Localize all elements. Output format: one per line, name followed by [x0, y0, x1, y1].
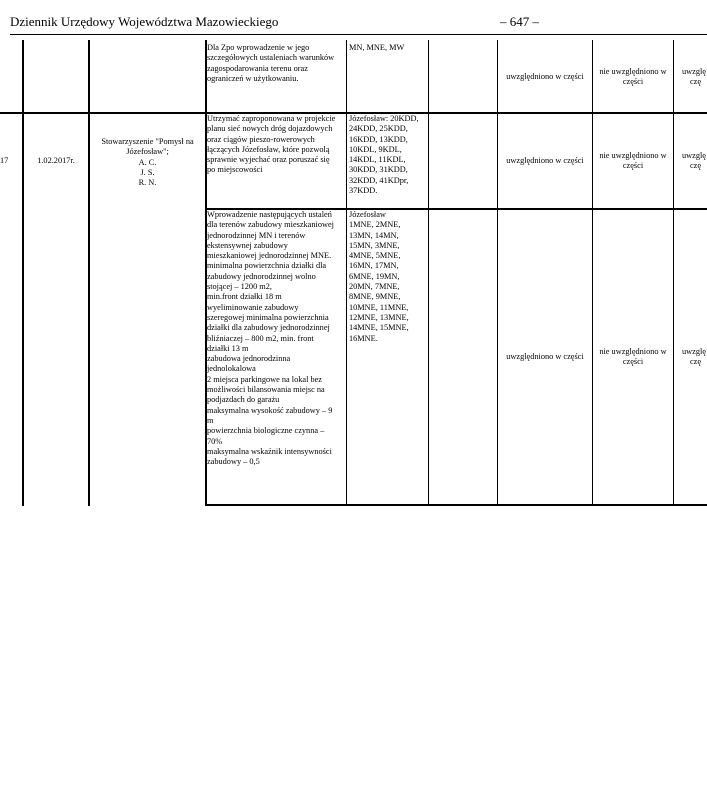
- col-line: [673, 40, 674, 506]
- row2-areas: Józefosław: 20KDD, 24KDD, 25KDD, 16KDD, 13KDD, 10KDL, 9KDL, 14KDL, 11KDL, 30KDD, 31KDD, 32KDD, 41KDpr, 37KDD.: [349, 114, 419, 196]
- col-line: [497, 40, 498, 506]
- row1-areas: MN, MNE, MW: [349, 43, 405, 52]
- row1-decision-c: uwzglę czę: [682, 67, 706, 87]
- row-line: [205, 504, 707, 506]
- col-line: [22, 40, 24, 506]
- header-rule: [10, 34, 707, 35]
- col-line: [88, 40, 90, 506]
- row2-decision-b: nie uwzględniono w części: [599, 151, 667, 171]
- row3-decision-c: uwzglę czę: [682, 347, 706, 367]
- row2-decision-a: uwzględniono w części: [506, 156, 584, 165]
- row3-decision-b: nie uwzględniono w części: [599, 347, 667, 367]
- col-line: [592, 40, 593, 506]
- row2-date: 1.02.2017r.: [37, 156, 75, 165]
- col-line: [346, 40, 347, 506]
- row1-decision-b: nie uwzględniono w części: [599, 67, 667, 87]
- row2-lp: 17: [0, 156, 9, 165]
- row1-decision-a: uwzględniono w części: [506, 72, 584, 81]
- row1-description: Dla Zpo wprowadzenie w jego szczegółowych ustaleniach warunków zagospodarowania terenu oraz ograniczeń w użytkowaniu.: [207, 43, 335, 83]
- col-line: [428, 40, 429, 506]
- page-number: – 647 –: [500, 14, 539, 29]
- row2-submitter: Stowarzyszenie "Pomysł na Józefosław"; A. C. J. S. R. N.: [101, 137, 194, 188]
- row2-decision-c: uwzglę czę: [682, 151, 706, 171]
- row3-description: Wprowadzenie następujących ustaleń dla terenów zabudowy mieszkaniowej jednorodzinnej MN i terenów ekstensywnej zabudowy mieszkaniowej jednorodzinnej MNE. minimalna powierzchnia działki dla zabudowy jednorodzinnej wolno stojącej – 1200 m2, min.front działki 18 m wyeliminowanie zabudowy szeregowej minimalna powierzchnia działki dla zabudowy jednorodzinnej bliźniaczej – 800 m2, min. front działki 13 m zabudowa jednorodzinna jednolokalowa 2 miejsca parkingowe na lokal bez możliwości bilansowania miejsc na podjazdach do garażu maksymalna wysokość zabudowy – 9 m powierzchnia biologiczne czynna – 70% maksymalna wskaźnik intensywności zabudowy – 0,5: [207, 210, 334, 467]
- journal-title: Dziennik Urzędowy Województwa Mazowieckiego: [10, 14, 279, 29]
- row3-areas: Józefosław 1MNE, 2MNE, 13MN, 14MN, 15MN, 3MNE, 4MNE, 5MNE, 16MN, 17MN, 6MNE, 19MN, 20MN, 7MNE, 8MNE, 9MNE, 10MNE, 11MNE, 12MNE, 13MNE, 14MNE, 15MNE, 16MNE.: [349, 210, 409, 343]
- row3-decision-a: uwzględniono w części: [506, 352, 584, 361]
- row2-description: Utrzymać zaproponowana w projekcie planu sieć nowych dróg dojazdowych oraz ciągów pieszo-rowerowych łączących Józefosław, które pozwolą sprawnie wyjechać oraz poruszać się po miejscowości: [207, 114, 336, 175]
